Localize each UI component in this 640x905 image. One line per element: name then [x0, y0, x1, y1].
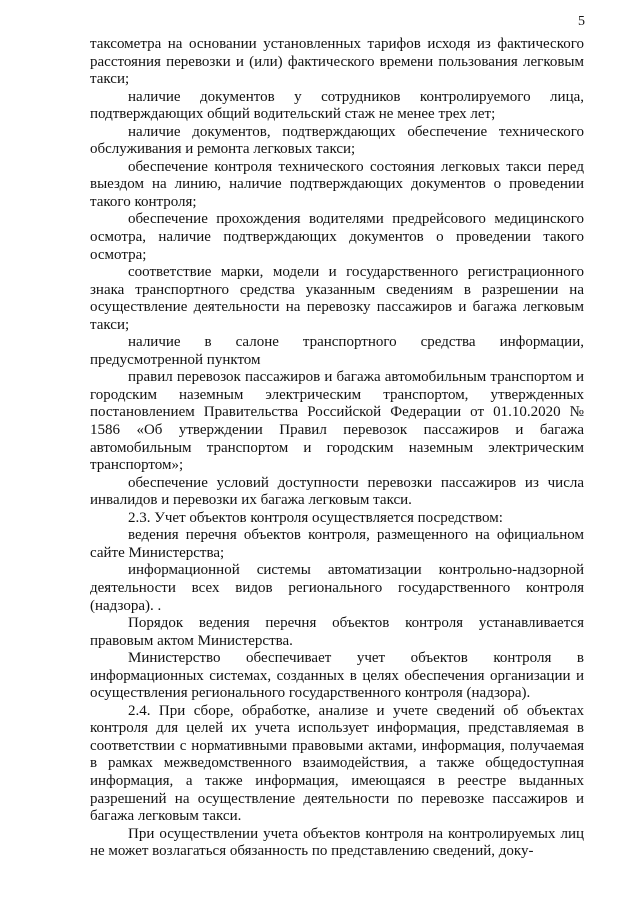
paragraph-taximeter-continuation: таксометра на основании установленных тарифов исходя из фактического расстояния перевозки и (или) фактического времени пользования легковым такси;: [90, 36, 584, 88]
paragraph-list-procedure: Порядок ведения перечня объектов контроля устанавливается правовым актом Министерства.: [90, 615, 584, 649]
paragraph-objects-list: ведения перечня объектов контроля, размещенного на официальном сайте Министерства;: [90, 527, 584, 561]
paragraph-vehicle-registration: соответствие марки, модели и государственного регистрационного знака транспортного средства указанным сведениям в разрешении на осуществление деятельности на перевозку пассажиров и багажа легковым такси;: [90, 264, 584, 333]
paragraph-accessibility: обеспечение условий доступности перевозки пассажиров из числа инвалидов и перевозки их багажа легковым такси.: [90, 474, 584, 509]
paragraph-ministry-accounting: Министерство обеспечивает учет объектов контроля в информационных системах, созданных в целях обеспечения организации и осуществления регионального государственного контроля (надзора).: [90, 650, 584, 702]
page-number: 5: [578, 14, 585, 29]
paragraph-technical-control: обеспечение контроля технического состояния легковых такси перед выездом на линию, наличие подтверждающих документов о проведении такого контроля;: [90, 158, 584, 210]
paragraph-information-system: информационной системы автоматизации контрольно-надзорной деятельности всех видов регионального государственного контроля (надзора). .: [90, 562, 584, 614]
paragraph-transport-rules: правил перевозок пассажиров и багажа автомобильным транспортом и городским наземным электрическим транспортом, утвержденных постановлением Правительства Российской Федерации от 01.10.2020 № 1586 «Об утверждении Правил перевозок пассажиров и багажа автомобильным транспортом и городским наземным электрическим транспортом»;: [90, 369, 584, 474]
paragraph-maintenance-documents: наличие документов, подтверждающих обеспечение технического обслуживания и ремонта легковых такси;: [90, 123, 584, 158]
paragraph-driver-experience: наличие документов у сотрудников контролируемого лица, подтверждающих общий водительский стаж не менее трех лет;: [90, 88, 584, 123]
paragraph-medical-examination: обеспечение прохождения водителями предрейсового медицинского осмотра, наличие подтверждающих документов о проведении такого осмотра;: [90, 211, 584, 263]
document-body: [90, 36, 584, 861]
paragraph-section-2-4: 2.4. При сборе, обработке, анализе и учете сведений об объектах контроля для целей их учета использует информация, представляемая в соответствии с нормативными правовыми актами, информация, получаемая в рамках межведомственного взаимодействия, а также общедоступная информация, а также информация, имеющаяся в реестре выданных разрешений на осуществление деятельности по перевозке пассажиров и багажа легковым такси.: [90, 702, 584, 825]
paragraph-section-2-3: 2.3. Учет объектов контроля осуществляется посредством:: [128, 509, 503, 526]
paragraph-obligations: При осуществлении учета объектов контроля на контролируемых лиц не может возлагаться обязанность по представлению сведений, доку-: [90, 825, 584, 860]
paragraph-cabin-information: наличие в салоне транспортного средства информации, предусмотренной пунктом: [90, 334, 584, 368]
